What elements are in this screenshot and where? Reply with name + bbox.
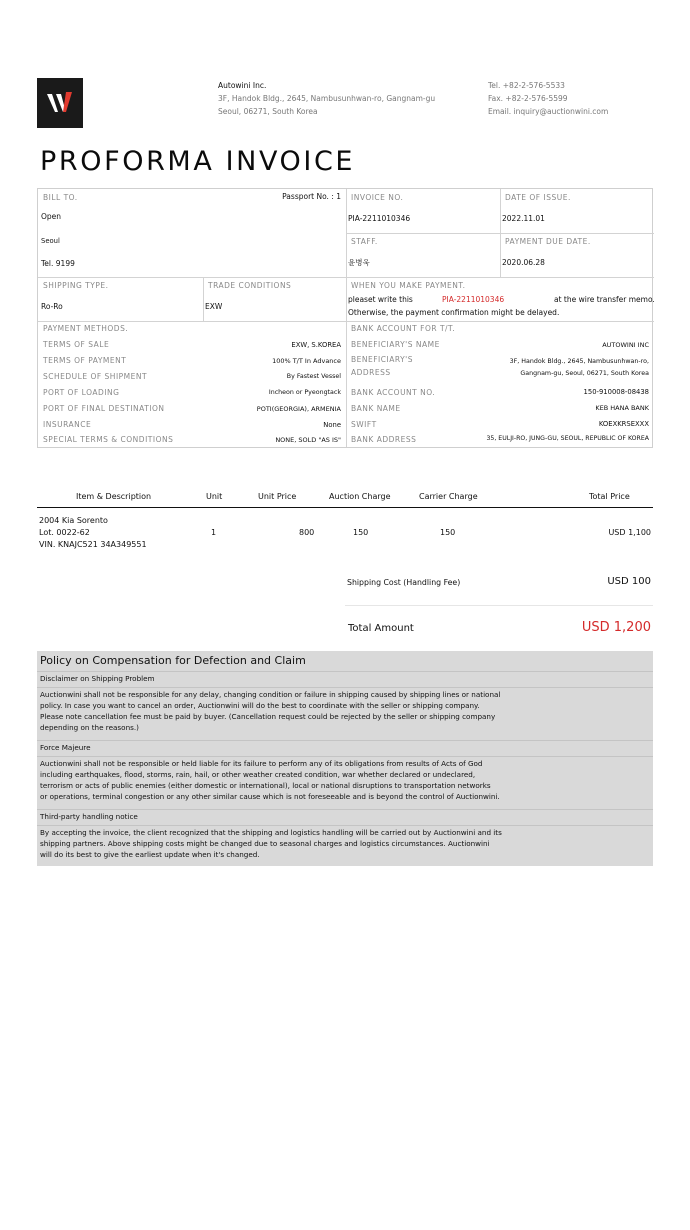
header-carrier-charge: Carrier Charge (419, 492, 478, 501)
payment-due-date: 2020.06.28 (502, 258, 545, 267)
policy-third-party-line: shipping partners. Above shipping costs might be changed due to seasonal charges and logistics circumstances. Auctionwini (40, 839, 490, 848)
total-amount-row (345, 614, 653, 644)
bank-name-label: BANK NAME (351, 404, 401, 413)
policy-disclaimer-line: policy. In case you want to cancel an order, Auctionwini will do the best to coordinate with the seller or shipping company. (40, 701, 480, 710)
terms-of-sale-label: TERMS OF SALE (43, 340, 110, 349)
policy-disclaimer-title: Disclaimer on Shipping Problem (40, 674, 155, 683)
policy-third-party-line: By accepting the invoice, the client recognized that the shipping and logistics handling will be carried out by Auctionwini and its (40, 828, 502, 837)
item-auction-charge: 150 (353, 528, 369, 537)
item-carrier-charge: 150 (440, 528, 456, 537)
invoice-no: PIA-2211010346 (348, 214, 411, 223)
payment-note-code: PIA-2211010346 (442, 295, 505, 304)
bank-account-no-label: BANK ACCOUNT NO. (351, 388, 436, 397)
bank-account-label: BANK ACCOUNT FOR T/T. (351, 324, 456, 333)
policy-title: Policy on Compensation for Defection and Claim (40, 654, 306, 667)
company-fax: Fax. +82-2-576-5599 (488, 94, 568, 103)
date-of-issue-label: DATE OF ISSUE. (505, 193, 571, 202)
bank-account-no: 150-910008-08438 (583, 388, 649, 396)
special-terms-value: NONE, SOLD "AS IS" (275, 436, 341, 444)
header-auction-charge: Auction Charge (329, 492, 391, 501)
shipping-cost-row (345, 570, 653, 606)
beneficiary-name: AUTOWINI INC (602, 341, 649, 349)
schedule-of-shipment-value: By Fastest Vessel (286, 373, 341, 380)
schedule-of-shipment-label: SCHEDULE OF SHIPMENT (43, 372, 148, 381)
trade-conditions-label: TRADE CONDITIONS (208, 281, 292, 290)
item-unit-price: 800 (299, 528, 315, 537)
port-of-destination-value: POTI(GEORGIA), ARMENIA (256, 405, 341, 413)
beneficiary-address-label1: BENEFICIARY'S (351, 355, 413, 364)
policy-force-majeure-line: terrorism or acts of public enemies (either domestic or international), local or national disruptions to transportation networks (40, 781, 491, 790)
w-logo-icon (37, 78, 83, 128)
policy-force-majeure-title: Force Majeure (40, 743, 91, 752)
company-logo (37, 78, 83, 128)
item-desc-line1: 2004 Kia Sorento (39, 516, 108, 525)
payment-note-label: WHEN YOU MAKE PAYMENT. (351, 281, 466, 290)
trade-conditions: EXW (205, 302, 223, 311)
passport-no: Passport No. : 1 (282, 192, 341, 201)
port-of-loading-label: PORT OF LOADING (43, 388, 120, 397)
company-info (218, 79, 435, 118)
company-tel: Tel. +82-2-576-5533 (488, 81, 565, 90)
terms-of-sale-value: EXW, S.KOREA (291, 341, 341, 349)
item-desc-line2: Lot. 0022-62 (39, 528, 90, 537)
item-unit: 1 (211, 528, 217, 537)
company-email[interactable]: Email. inquiry@auctionwini.com (488, 107, 609, 116)
payment-methods-label: PAYMENT METHODS. (43, 324, 129, 333)
staff-name: 윤병욱 (348, 258, 370, 267)
bill-to-tel: Tel. 9199 (41, 259, 75, 268)
special-terms-label: SPECIAL TERMS & CONDITIONS (43, 435, 174, 444)
payment-note-line1-post: at the wire transfer memo. (554, 295, 655, 304)
bill-to-name: Open (41, 212, 62, 221)
shipping-type-label: SHIPPING TYPE. (43, 281, 109, 290)
total-amount-label: Total Amount (348, 623, 414, 634)
port-of-loading-value: Incheon or Pyeongtack (268, 389, 341, 396)
policy-disclaimer-line: Please note cancellation fee must be paid by buyer. (Cancellation request could be rejected by the seller or shipping company (40, 712, 496, 721)
policy-disclaimer-line: depending on the reasons.) (40, 723, 139, 732)
policy-section (37, 651, 653, 866)
header-unit: Unit (206, 492, 223, 501)
payment-due-label: PAYMENT DUE DATE. (505, 237, 591, 246)
shipping-type: Ro-Ro (41, 302, 63, 311)
invoice-no-label: INVOICE NO. (351, 193, 404, 202)
swift-code: KOEXKRSEXXX (598, 420, 649, 428)
insurance-label: INSURANCE (43, 420, 92, 429)
shipping-cost-value: USD 100 (607, 576, 651, 587)
company-address-line1: 3F, Handok Bldg., 2645, Nambusunhwan-ro, Gangnam-gu (218, 94, 436, 103)
page-title: PROFORMA INVOICE (40, 146, 356, 177)
bank-address-label: BANK ADDRESS (351, 435, 417, 444)
shipping-cost-label: Shipping Cost (Handling Fee) (347, 578, 461, 587)
policy-disclaimer-line: Auctionwini shall not be responsible for any delay, changing condition or failure in shipping caused by shipping lines or national (40, 690, 501, 699)
item-desc-line3: VIN. KNAJC521 34A349551 (39, 540, 147, 549)
company-contact (488, 79, 608, 118)
terms-of-payment-value: 100% T/T In Advance (272, 357, 341, 365)
policy-force-majeure-line: including earthquakes, flood, storms, rain, hail, or other weather created condition, war whether declared or undeclared, (40, 770, 476, 779)
invoice-info-grid (37, 188, 653, 448)
insurance-value: None (323, 421, 341, 429)
policy-third-party-line: will do its best to give the earliest update when it's changed. (40, 850, 260, 859)
policy-third-party-title: Third-party handling notice (40, 812, 138, 821)
port-of-destination-label: PORT OF FINAL DESTINATION (43, 404, 165, 413)
header-item-description: Item & Description (76, 492, 152, 501)
terms-of-payment-label: TERMS OF PAYMENT (43, 356, 127, 365)
total-amount-value: USD 1,200 (581, 620, 651, 635)
payment-note-line1-pre: pleaset write this (348, 295, 413, 304)
beneficiary-address-line1: 3F, Handok Bldg., 2645, Nambusunhwan-ro, (509, 358, 649, 365)
policy-force-majeure-line: or operations, terminal congestion or any other similar cause which is not foreseeable and is beyond the control of Auctionwini. (40, 792, 500, 801)
swift-label: SWIFT (351, 420, 377, 429)
staff-label: STAFF. (351, 237, 378, 246)
company-name: Autowini Inc. (218, 81, 267, 90)
beneficiary-name-label: BENEFICIARY'S NAME (351, 340, 440, 349)
bill-to-label: BILL TO. (43, 193, 78, 202)
bank-name: KEB HANA BANK (595, 404, 649, 412)
payment-note-line2: Otherwise, the payment confirmation might be delayed. (348, 308, 560, 317)
bill-to-city: Seoul (41, 237, 60, 245)
beneficiary-address-line2: Gangnam-gu, Seoul, 06271, South Korea (520, 370, 649, 377)
item-total-price: USD 1,100 (608, 528, 651, 537)
company-address-line2: Seoul, 06271, South Korea (218, 107, 318, 116)
header-unit-price: Unit Price (258, 492, 297, 501)
date-of-issue: 2022.11.01 (502, 214, 545, 223)
header-total-price: Total Price (589, 492, 630, 501)
policy-force-majeure-line: Auctionwini shall not be responsible or held liable for its failure to perform any of its obligations from results of Acts of God (40, 759, 483, 768)
beneficiary-address-label2: ADDRESS (351, 368, 391, 377)
bank-address: 35, EULJI-RO, JUNG-GU, SEOUL, REPUBLIC OF KOREA (486, 435, 649, 442)
